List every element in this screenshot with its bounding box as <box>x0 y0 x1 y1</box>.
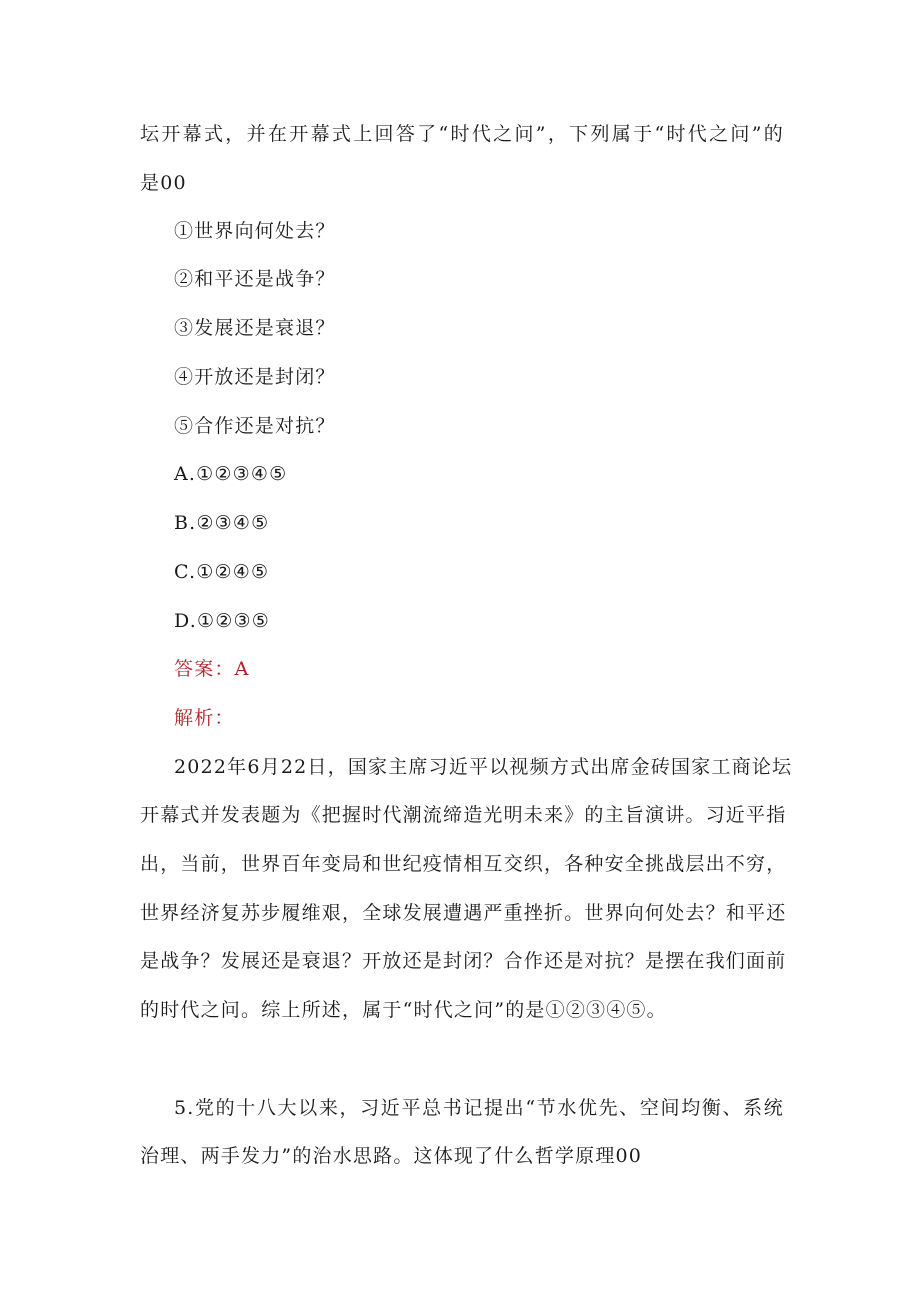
q4-analysis-line-6: 的时代之问。综上所述，属于“时代之问”的是①②③④⑤。 <box>140 999 667 1021</box>
q4-analysis-line-4: 世界经济复苏步履维艰，全球发展遭遇严重挫折。世界向何处去？和平还 <box>140 902 787 924</box>
q4-item-1: ①世界向何处去？ <box>174 220 336 242</box>
q5-stem-line-2: 治理、两手发力”的治水思路。这体现了什么哲学原理00 <box>140 1145 643 1167</box>
q4-item-4: ④开放还是封闭？ <box>174 366 336 388</box>
q4-stem-line-2: 是00 <box>140 172 187 194</box>
q4-option-c: C.①②④⑤ <box>174 561 270 583</box>
q5-stem-line-1: 5.党的十八大以来，习近平总书记提出“节水优先、空间均衡、系统 <box>174 1097 784 1119</box>
q4-answer: 答案：A <box>174 658 250 680</box>
q4-analysis-line-3: 出，当前，世界百年变局和世纪疫情相互交织，各种安全挑战层出不穷， <box>140 853 787 875</box>
q4-option-b: B.②③④⑤ <box>174 512 270 534</box>
q4-analysis-line-5: 是战争？发展还是衰退？开放还是封闭？合作还是对抗？是摆在我们面前 <box>140 950 787 972</box>
q4-item-3: ③发展还是衰退？ <box>174 317 336 339</box>
q4-item-5: ⑤合作还是对抗？ <box>174 415 336 437</box>
q4-stem-line-1: 坛开幕式，并在开幕式上回答了“时代之问”，下列属于“时代之问”的 <box>140 123 784 145</box>
q4-analysis-line-1: 2022年6月22日，国家主席习近平以视频方式出席金砖国家工商论坛 <box>174 756 793 778</box>
q4-option-a: A.①②③④⑤ <box>174 463 288 485</box>
q4-analysis-label: 解析： <box>174 707 235 729</box>
q4-option-d: D.①②③⑤ <box>174 610 270 632</box>
q4-analysis-line-2: 开幕式并发表题为《把握时代潮流缔造光明未来》的主旨演讲。习近平指 <box>140 804 787 826</box>
q4-item-2: ②和平还是战争？ <box>174 268 336 290</box>
